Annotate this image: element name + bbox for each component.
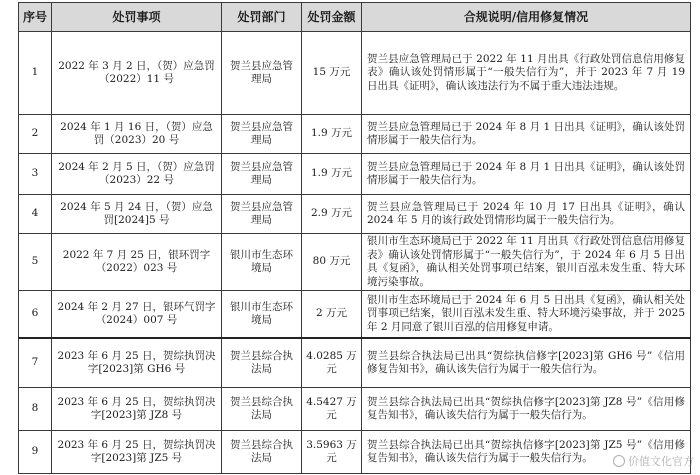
- row-index: 7: [19, 338, 52, 388]
- penalty-table: [18, 2, 691, 474]
- row-case: 2022 年 3 月 2 日，（贺）应急罚（2022）11 号: [52, 32, 222, 115]
- row-index: 3: [19, 154, 52, 195]
- row-desc: 贺兰县应急管理局已于 2024 年 8 月 1 日出具《证明》，确认该处罚情形属于一般失信行为。: [362, 115, 691, 154]
- row-case: 2024 年 5 月 24 日，（贺）应急罚[2024]5 号: [52, 195, 222, 234]
- row-desc: 银川市生态环境局已于 2022 年 11 月出具《行政处罚信息信用修复表》确认该处罚情形属于“一般失信行为”，于 2024 年 6 月 5 日出具《复函》，确认相关处罚事项已结案，银川百泓未发生重、特大环境污染事故。: [362, 234, 691, 291]
- header-dept: 处罚部门: [222, 3, 302, 32]
- row-desc: 贺兰县综合执法局已出具“贺综执信修字[2023]第 JZ8 号”《信用修复告知书》，确认该失信行为属于一般失信行为。: [362, 388, 691, 431]
- row-index: 6: [19, 291, 52, 339]
- table-row: [19, 291, 691, 339]
- watermark-text: 价值文化官方: [628, 455, 694, 468]
- table-row: [19, 32, 691, 115]
- watermark: [613, 453, 694, 469]
- table-row: [19, 154, 691, 195]
- row-amount: 80 万元: [302, 234, 362, 291]
- table-row: [19, 115, 691, 154]
- row-index: 4: [19, 195, 52, 234]
- table-row: [19, 195, 691, 234]
- row-desc: 贺兰县综合执法局已出具“贺综执信修字[2023]第 JZ5 号”《信用修复告知书》，确认该失信行为属于一般失信行为。: [362, 431, 691, 474]
- row-desc: 贺兰县应急管理局已于 2022 年 11 月出具《行政处罚信息信用修复表》确认该处罚情形属于“一般失信行为”，并于 2023 年 7 月 19 日出具《证明》，确认该违法行为不属于重大违法违规。: [362, 32, 691, 115]
- row-dept: 贺兰县综合执法局: [222, 338, 302, 388]
- row-index: 1: [19, 32, 52, 115]
- row-amount: 1.9 万元: [302, 115, 362, 154]
- header-index: 序号: [19, 3, 52, 32]
- header-desc: 合规说明/信用修复情况: [362, 3, 691, 32]
- row-case: 2024 年 1 月 16 日，（贺）应急罚（2023）20 号: [52, 115, 222, 154]
- row-dept: 银川市生态环境局: [222, 291, 302, 339]
- row-amount: 2.9 万元: [302, 195, 362, 234]
- row-amount: 4.5427 万元: [302, 388, 362, 431]
- table-row: [19, 234, 691, 291]
- header-case: 处罚事项: [52, 3, 222, 32]
- row-case: 2024 年 2 月 27 日，银环气罚字（2024）007 号: [52, 291, 222, 339]
- row-case: 2023 年 6 月 25 日，贺综执罚决字[2023]第 GH6 号: [52, 338, 222, 388]
- row-case: 2022 年 7 月 25 日，银环罚字（2022）023 号: [52, 234, 222, 291]
- header-amount: 处罚金额: [302, 3, 362, 32]
- table-header-row: [19, 3, 691, 32]
- row-dept: 贺兰县综合执法局: [222, 388, 302, 431]
- row-amount: 3.5963 万元: [302, 431, 362, 474]
- row-dept: 贺兰县应急管理局: [222, 32, 302, 115]
- row-amount: 15 万元: [302, 32, 362, 115]
- row-case: 2023 年 6 月 25 日，贺综执罚决字[2023]第 JZ5 号: [52, 431, 222, 474]
- row-desc: 贺兰县应急管理局已于 2024 年 10 月 17 日出具《证明》，确认 2024 年 5 月的该行政处罚情形均属于一般失信行为。: [362, 195, 691, 234]
- table-row: [19, 338, 691, 388]
- row-index: 5: [19, 234, 52, 291]
- row-index: 2: [19, 115, 52, 154]
- row-dept: 贺兰县应急管理局: [222, 115, 302, 154]
- table-row: [19, 388, 691, 431]
- table-row: [19, 431, 691, 474]
- row-case: 2023 年 6 月 25 日，贺综执罚决字[2023]第 JZ8 号: [52, 388, 222, 431]
- row-case: 2024 年 2 月 5 日，（贺）应急罚（2023）22 号: [52, 154, 222, 195]
- row-dept: 贺兰县应急管理局: [222, 195, 302, 234]
- row-dept: 贺兰县综合执法局: [222, 431, 302, 474]
- row-amount: 2 万元: [302, 291, 362, 339]
- watermark-logo-icon: [613, 455, 625, 467]
- row-dept: 贺兰县应急管理局: [222, 154, 302, 195]
- row-desc: 银川市生态环境局已于 2024 年 6 月 5 日出具《复函》，确认相关处罚事项已结案，银川百泓未发生重、特大环境污染事故，并于 2025 年 2 月同意了银川百泓的信用修复申请。: [362, 291, 691, 339]
- row-desc: 贺兰县应急管理局已于 2024 年 8 月 1 日出具《证明》，确认该处罚情形属于一般失信行为。: [362, 154, 691, 195]
- row-amount: 4.0285 万元: [302, 338, 362, 388]
- row-dept: 银川市生态环境局: [222, 234, 302, 291]
- row-amount: 1.9 万元: [302, 154, 362, 195]
- row-index: 9: [19, 431, 52, 474]
- row-desc: 贺兰县综合执法局已出具“贺综执信修字[2023]第 GH6 号”《信用修复告知书》，确认该失信行为属于一般失信行为。: [362, 338, 691, 388]
- row-index: 8: [19, 388, 52, 431]
